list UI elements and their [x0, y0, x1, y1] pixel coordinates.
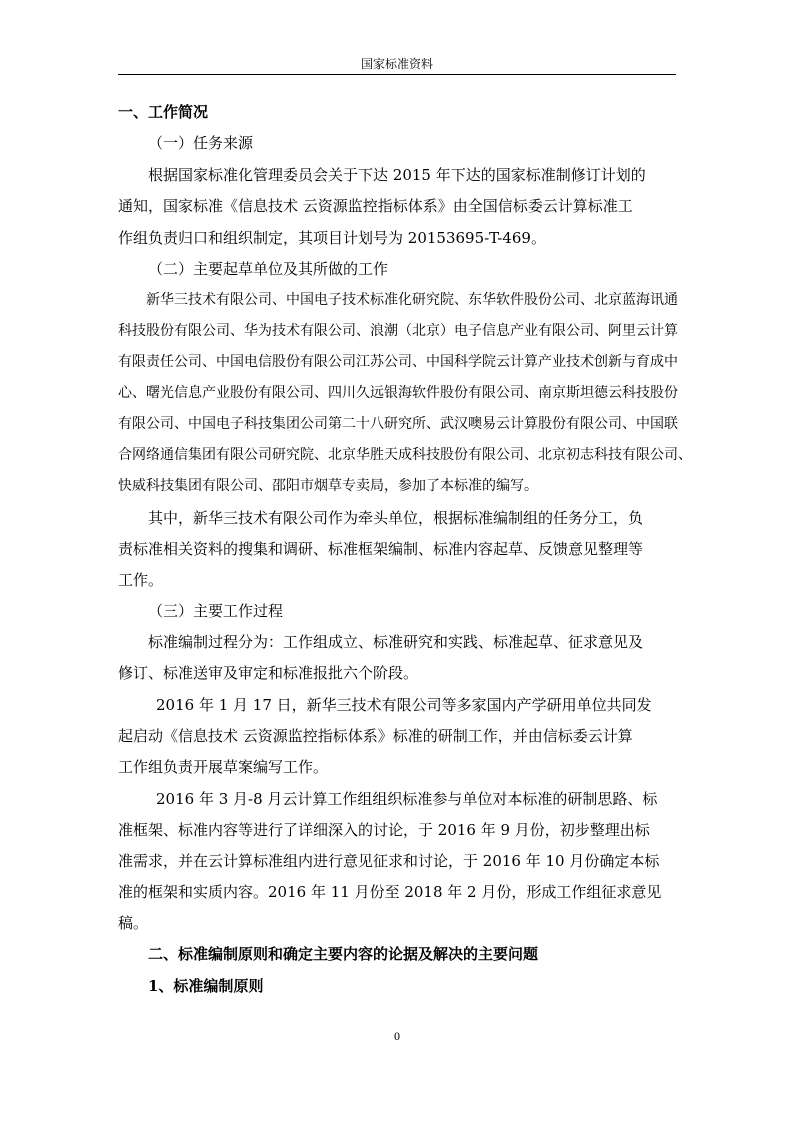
section-heading-1: 一、工作简况 [118, 103, 209, 121]
paragraph-line: 准框架、标准内容等进行了详细深入的讨论，于 2016 年 9 月份，初步整理出标 [118, 821, 650, 839]
paragraph-line: 修订、标准送审及审定和标准报批六个阶段。 [118, 664, 419, 682]
paragraph-line: 有限责任公司、中国电信股份有限公司江苏公司、中国科学院云计算产业技术创新与育成中 [118, 354, 678, 370]
subsection-heading: （一）任务来源 [148, 134, 254, 152]
section-heading-2: 二、标准编制原则和确定主要内容的论据及解决的主要问题 [148, 945, 539, 963]
paragraph-line: 标准编制过程分为：工作组成立、标准研究和实践、标准起草、征求意见及 [148, 633, 644, 651]
paragraph-line: 责标准相关资料的搜集和调研、标准框架编制、标准内容起草、反馈意见整理等 [118, 540, 644, 558]
paragraph-line: 合网络通信集团有限公司研究院、北京华胜天成科技股份有限公司、北京初志科技有限公司、 [118, 447, 692, 463]
paragraph-line: 2016 年 1 月 17 日，新华三技术有限公司等多家国内产学研用单位共同发 [156, 696, 652, 714]
paragraph-line: 新华三技术有限公司、中国电子技术标准化研究院、东华软件股份公司、北京蓝海讯通 [146, 292, 678, 308]
subsection-heading: （二）主要起草单位及其所做的工作 [148, 260, 389, 278]
paragraph-line: 其中，新华三技术有限公司作为牵头单位，根据标准编制组的任务分工，负 [148, 509, 644, 527]
paragraph-line: 稿。 [118, 914, 149, 932]
paragraph-line: 根据国家标准化管理委员会关于下达 2015 年下达的国家标准制修订计划的 [148, 166, 646, 184]
paragraph-line: 工作。 [118, 571, 164, 589]
subsection-heading-bold: 1、标准编制原则 [148, 977, 264, 995]
page-number: 0 [394, 1029, 400, 1043]
header-divider [118, 74, 676, 75]
paragraph-line: 工作组负责开展草案编写工作。 [118, 758, 329, 776]
paragraph-line: 作组负责归口和组织制定，其项目计划号为 20153695-T-469。 [118, 229, 546, 247]
paragraph-line: 准的框架和实质内容。2016 年 11 月份至 2018 年 2 月份，形成工作组征求意见 [118, 883, 662, 901]
paragraph-line: 2016 年 3 月-8 月云计算工作组组织标准参与单位对本标准的研制思路、标 [156, 790, 658, 808]
paragraph-line: 有限公司、中国电子科技集团公司第二十八研究所、武汉噢易云计算股份有限公司、中国联 [118, 416, 678, 432]
paragraph-line: 准需求，并在云计算标准组内进行意见征求和讨论，于 2016 年 10 月份确定本标 [118, 852, 660, 870]
paragraph-line: 快威科技集团有限公司、邵阳市烟草专卖局，参加了本标准的编写。 [118, 478, 538, 494]
subsection-heading: （三）主要工作过程 [148, 602, 284, 620]
page-header: 国家标准资料 [360, 57, 433, 71]
paragraph-line: 心、曙光信息产业股份有限公司、四川久远银海软件股份有限公司、南京斯坦德云科技股份 [118, 385, 678, 401]
paragraph-line: 科技股份有限公司、华为技术有限公司、浪潮（北京）电子信息产业有限公司、阿里云计算 [118, 323, 678, 339]
paragraph-line: 通知，国家标准《信息技术 云资源监控指标体系》由全国信标委云计算标准工 [118, 197, 633, 215]
paragraph-line: 起启动《信息技术 云资源监控指标体系》标准的研制工作，并由信标委云计算 [118, 727, 633, 745]
